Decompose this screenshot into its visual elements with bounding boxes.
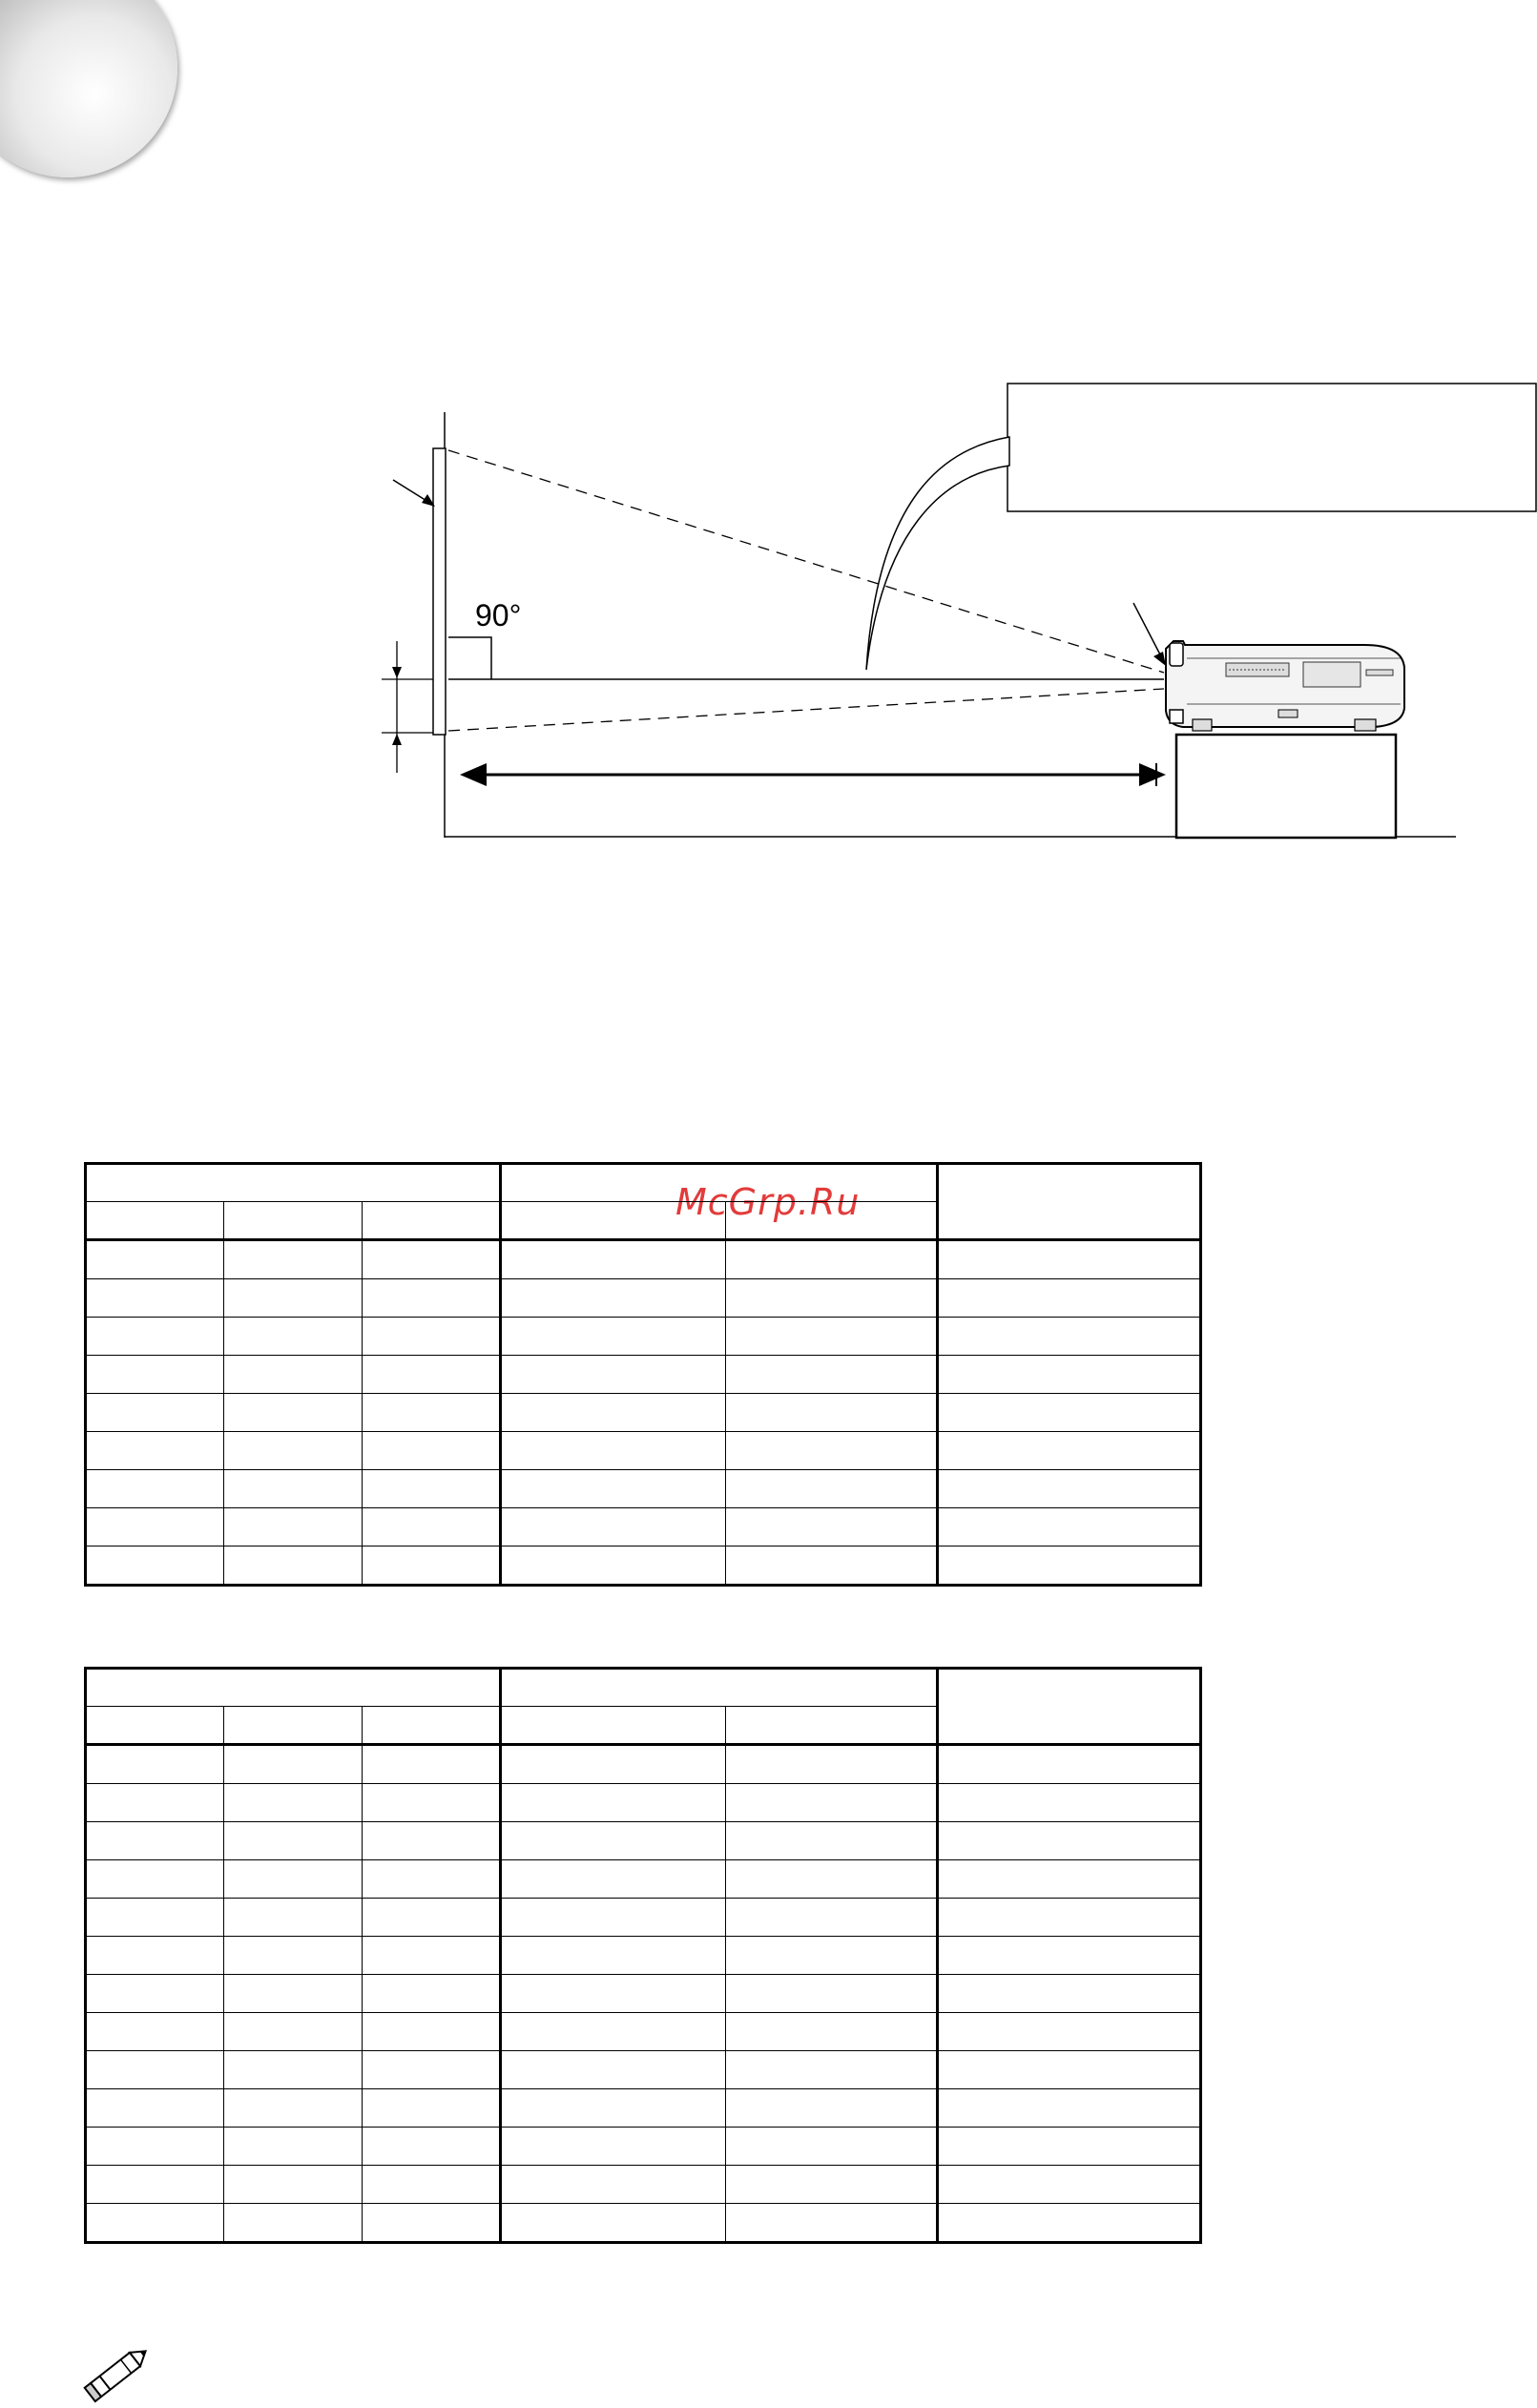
table-cell: [726, 1822, 938, 1860]
header-cell: [726, 1202, 938, 1240]
table-row: [86, 2166, 1201, 2204]
table-cell: [501, 1470, 726, 1508]
table-cell: [938, 1822, 1201, 1860]
table-cell: [363, 2204, 501, 2243]
table-cell: [726, 2204, 938, 2243]
table-cell: [363, 2089, 501, 2128]
table-cell: [938, 2089, 1201, 2128]
table-cell: [86, 2204, 224, 2243]
table-cell: [938, 1279, 1201, 1318]
table-cell: [501, 2051, 726, 2089]
header-cell: [224, 1202, 363, 1240]
table-cell: [224, 1822, 363, 1860]
table-cell: [726, 1432, 938, 1470]
table-row: [86, 1318, 1201, 1356]
table-cell: [726, 1860, 938, 1899]
table-cell: [224, 1937, 363, 1975]
screen-panel: [433, 448, 446, 735]
table-cell: [726, 1394, 938, 1432]
table-cell: [501, 1937, 726, 1975]
table-cell: [501, 2166, 726, 2204]
table-cell: [363, 1899, 501, 1937]
right-angle-marker: [448, 637, 491, 679]
table-cell: [86, 1394, 224, 1432]
table-cell: [938, 2051, 1201, 2089]
table-header-row: [86, 1164, 1201, 1202]
table-cell: [86, 1899, 224, 1937]
table-cell: [938, 1318, 1201, 1356]
header-cell: [86, 1164, 501, 1202]
table-cell: [363, 1822, 501, 1860]
table-row: [86, 2051, 1201, 2089]
table-cell: [363, 1470, 501, 1508]
offset-dim-arrow-up: [392, 734, 402, 745]
table-cell: [501, 1318, 726, 1356]
table-cell: [726, 1356, 938, 1394]
table-row: [86, 1547, 1201, 1586]
table-cell: [938, 1470, 1201, 1508]
table-cell: [86, 2051, 224, 2089]
table-cell: [501, 1822, 726, 1860]
table-row: [86, 1784, 1201, 1822]
table-cell: [938, 1508, 1201, 1547]
header-cell: [938, 1164, 1201, 1240]
table-cell: [224, 1318, 363, 1356]
table-row: [86, 1860, 1201, 1899]
table-cell: [938, 2013, 1201, 2051]
table-cell: [224, 1547, 363, 1586]
table-cell: [938, 1356, 1201, 1394]
table-cell: [224, 1279, 363, 1318]
table-cell: [86, 1822, 224, 1860]
offset-dim-arrow-down: [392, 667, 402, 678]
table-cell: [224, 1508, 363, 1547]
table-row: [86, 1822, 1201, 1860]
table-cell: [86, 1975, 224, 2013]
table-cell: [726, 1975, 938, 2013]
table-cell: [224, 1240, 363, 1279]
header-cell: [363, 1707, 501, 1745]
table-cell: [86, 1432, 224, 1470]
table-cell: [726, 1745, 938, 1784]
table-cell: [938, 2166, 1201, 2204]
table-cell: [363, 1860, 501, 1899]
header-cell: [86, 1707, 224, 1745]
table-cell: [363, 1279, 501, 1318]
table-cell: [363, 1318, 501, 1356]
table-cell: [86, 1860, 224, 1899]
lens-pointer-line: [1133, 603, 1162, 658]
table-cell: [363, 1975, 501, 2013]
table-cell: [501, 1784, 726, 1822]
table-cell: [363, 1432, 501, 1470]
header-cell: [86, 1202, 224, 1240]
table-row: [86, 1470, 1201, 1508]
table-cell: [938, 1937, 1201, 1975]
table-row: [86, 1279, 1201, 1318]
table-cell: [363, 1547, 501, 1586]
header-cell: [363, 1202, 501, 1240]
table-cell: [938, 1240, 1201, 1279]
table-cell: [86, 1784, 224, 1822]
table-cell: [501, 2013, 726, 2051]
table-cell: [86, 1508, 224, 1547]
table-cell: [726, 1279, 938, 1318]
table-cell: [726, 1470, 938, 1508]
table-row: [86, 2089, 1201, 2128]
table-cell: [363, 1508, 501, 1547]
table-cell: [224, 1394, 363, 1432]
table-row: [86, 1508, 1201, 1547]
header-cell: [501, 1164, 938, 1202]
table-cell: [726, 1784, 938, 1822]
table-row: [86, 1394, 1201, 1432]
table-cell: [501, 1356, 726, 1394]
table-cell: [363, 1394, 501, 1432]
table-cell: [363, 2166, 501, 2204]
table-cell: [363, 2051, 501, 2089]
table-cell: [726, 1899, 938, 1937]
table-cell: [501, 1899, 726, 1937]
table-row: [86, 1975, 1201, 2013]
table-cell: [363, 1745, 501, 1784]
table-cell: [224, 1784, 363, 1822]
table-cell: [938, 2204, 1201, 2243]
table-cell: [938, 1860, 1201, 1899]
table-cell: [501, 1547, 726, 1586]
table-cell: [501, 1745, 726, 1784]
table-cell: [224, 2051, 363, 2089]
table-cell: [726, 2013, 938, 2051]
table-1: [84, 1162, 1202, 1587]
table-cell: [726, 2166, 938, 2204]
table-cell: [86, 1547, 224, 1586]
table-cell: [86, 2089, 224, 2128]
table-cell: [726, 2089, 938, 2128]
table-cell: [224, 1432, 363, 1470]
table-2: [84, 1667, 1202, 2244]
projector-illustration: [1166, 641, 1404, 731]
table-cell: [363, 1240, 501, 1279]
projection-lower-dash: [448, 689, 1164, 731]
table-cell: [224, 1470, 363, 1508]
table-cell: [224, 2089, 363, 2128]
table-cell: [726, 1937, 938, 1975]
header-cell: [726, 1707, 938, 1745]
table-cell: [224, 1975, 363, 2013]
table-row: [86, 2013, 1201, 2051]
table-cell: [938, 1745, 1201, 1784]
table-cell: [501, 1975, 726, 2013]
header-cell: [501, 1707, 726, 1745]
table-cell: [501, 2204, 726, 2243]
table-cell: [224, 2204, 363, 2243]
table-cell: [86, 2166, 224, 2204]
header-cell: [501, 1202, 726, 1240]
header-cell: [86, 1669, 501, 1707]
table-cell: [938, 2128, 1201, 2166]
table-row: [86, 1356, 1201, 1394]
table-cell: [726, 1240, 938, 1279]
table-cell: [86, 1240, 224, 1279]
table-cell: [224, 2013, 363, 2051]
table-cell: [224, 1860, 363, 1899]
table-cell: [86, 2128, 224, 2166]
table-row: [86, 1745, 1201, 1784]
table-cell: [363, 1937, 501, 1975]
table-cell: [363, 2128, 501, 2166]
table-cell: [938, 1394, 1201, 1432]
table-cell: [726, 1547, 938, 1586]
table-cell: [363, 1784, 501, 1822]
table-cell: [363, 2013, 501, 2051]
table-row: [86, 2128, 1201, 2166]
projector-table: [1176, 735, 1396, 838]
table-row: [86, 2204, 1201, 2243]
distance-arrowhead-left: [460, 763, 487, 786]
table-cell: [938, 1547, 1201, 1586]
table-cell: [726, 1508, 938, 1547]
table-row: [86, 1899, 1201, 1937]
callout-box: [1007, 384, 1536, 511]
header-cell: [224, 1707, 363, 1745]
table-cell: [938, 1784, 1201, 1822]
table-cell: [938, 1899, 1201, 1937]
table-cell: [224, 1899, 363, 1937]
angle-label: 90°: [475, 598, 522, 633]
table-cell: [726, 1318, 938, 1356]
header-cell: [938, 1669, 1201, 1745]
callout-pointer: [866, 437, 1009, 670]
table-cell: [86, 1745, 224, 1784]
table-cell: [501, 1860, 726, 1899]
table-cell: [501, 1240, 726, 1279]
table-row: [86, 1240, 1201, 1279]
table-cell: [86, 1937, 224, 1975]
table-cell: [86, 1356, 224, 1394]
table-cell: [86, 1318, 224, 1356]
table-cell: [501, 1432, 726, 1470]
table-row: [86, 1432, 1201, 1470]
pencil-note-icon: [76, 2342, 157, 2404]
table-cell: [363, 1356, 501, 1394]
projection-diagram: [0, 0, 1537, 859]
table-cell: [224, 2166, 363, 2204]
table-cell: [224, 1356, 363, 1394]
table-cell: [501, 1279, 726, 1318]
table-cell: [86, 1279, 224, 1318]
table-cell: [86, 2013, 224, 2051]
table-cell: [726, 2128, 938, 2166]
table-cell: [501, 2128, 726, 2166]
lens-pointer-arrowhead: [1153, 652, 1166, 666]
table-cell: [501, 1394, 726, 1432]
table-cell: [938, 1975, 1201, 2013]
watermark: McGrp.Ru: [675, 1181, 861, 1223]
table-cell: [938, 1432, 1201, 1470]
distance-arrowhead-right: [1139, 763, 1166, 786]
table-cell: [501, 2089, 726, 2128]
table-row: [86, 1937, 1201, 1975]
table-cell: [501, 1508, 726, 1547]
table-header-row: [86, 1669, 1201, 1707]
table-cell: [224, 2128, 363, 2166]
table-cell: [224, 1745, 363, 1784]
table-cell: [726, 2051, 938, 2089]
table-cell: [86, 1470, 224, 1508]
header-cell: [501, 1669, 938, 1707]
